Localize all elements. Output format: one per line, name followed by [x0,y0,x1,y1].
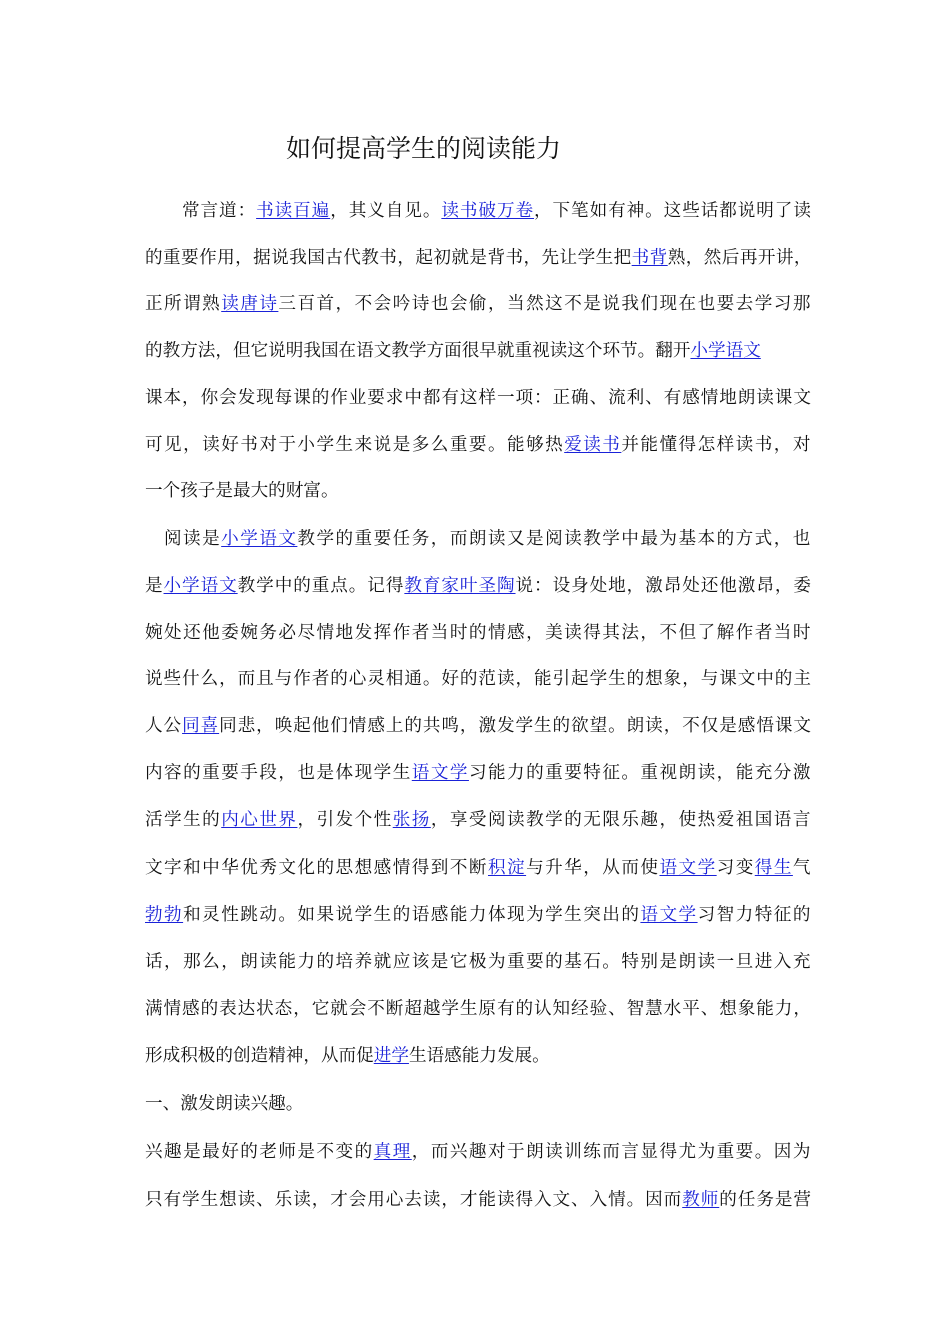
text-run: ，下笔如有神。这些话都说明了读 [534,201,812,221]
text-line [145,1043,550,1069]
text-line [145,1139,812,1165]
text-line [145,478,339,504]
text-run: 是 [145,576,164,596]
text-run: 阅读是 [164,529,222,549]
text-run: 三百首，不会吟诗也会偷，当然这不是说我们现在也要去学习那 [278,294,812,314]
text-line [145,855,812,881]
text-run: 正所谓熟 [145,294,222,314]
text-line [145,807,812,833]
hyperlink[interactable]: 勃勃 [145,905,184,925]
text-run: 形成积极的创造精神，从而促 [145,1046,374,1066]
hyperlink[interactable]: 语文学 [411,763,469,783]
text-line [145,713,812,739]
hyperlink[interactable]: 教育家叶圣陶 [404,576,516,596]
text-line [182,198,812,224]
text-line [145,573,812,599]
text-run: 只有学生想读、乐读，才会用心去读，才能读得入文、入情。因而 [145,1190,683,1210]
hyperlink[interactable]: 语文学 [659,858,717,878]
hyperlink[interactable]: 张扬 [392,810,431,830]
text-run: 气 [792,858,812,878]
text-line [145,432,812,458]
text-run: 习变 [716,858,755,878]
hyperlink[interactable]: 教师 [682,1190,720,1210]
text-run: 同悲，唤起他们情感上的共鸣，激发学生的欲望。朗读，不仅是感悟课文 [219,716,812,736]
text-run: 常言道： [182,201,257,221]
hyperlink[interactable]: 语文学 [640,905,698,925]
text-run: 课本，你会发现每课的作业要求中都有这样一项：正确、流利、有感情地朗读课文 [145,388,812,408]
text-run: ，引发个性 [297,810,393,830]
text-run: 一个孩子是最大的财富。 [145,481,339,501]
text-run: 人公 [145,716,183,736]
text-line [145,291,812,317]
text-run: 生语感能力发展。 [408,1046,550,1066]
text-line [145,1091,303,1117]
text-run: 可见，读好书对于小学生来说是多么重要。能够热 [145,435,565,455]
text-run: 教学中的重点。记得 [237,576,405,596]
text-line [145,902,812,928]
hyperlink[interactable]: 小学语文 [690,341,761,361]
text-run: 满情感的表达状态，它就会不断超越学生原有的认知经验、智慧水平、想象能力， [145,999,812,1019]
text-run: 一、激发朗读兴趣。 [145,1094,304,1114]
text-run: 话，那么，朗读能力的培养就应该是它极为重要的基石。特别是朗读一旦进入充 [145,952,812,972]
text-line [145,620,812,646]
text-run: 与升华，从而使 [526,858,660,878]
hyperlink[interactable]: 书读百遍 [256,201,331,221]
text-run: 文字和中华优秀文化的思想感情得到不断 [145,858,488,878]
hyperlink[interactable]: 小学语文 [163,576,238,596]
text-run: 的教方法，但它说明我国在语文教学方面很早就重视读这个环节。翻开 [145,341,691,361]
text-run: 习能力的重要特征。重视朗读，能充分激 [468,763,812,783]
text-run: ，享受阅读教学的无限乐趣，使热爱祖国语言 [430,810,812,830]
text-run: ，而兴趣对于朗读训练而言显得尤为重要。因为 [411,1142,812,1162]
text-run: 说：设身处地，激昂处还他激昂，委 [515,576,812,596]
text-run: 和灵性跳动。如果说学生的语感能力体现为学生突出的 [183,905,641,925]
hyperlink[interactable]: 真理 [373,1142,412,1162]
text-run: 并能懂得怎样读书，对 [621,435,812,455]
text-run: 习智力特征的 [697,905,812,925]
hyperlink[interactable]: 内心世界 [221,810,298,830]
hyperlink[interactable]: 同喜 [182,716,220,736]
text-run: 兴趣是最好的老师是不变的 [145,1142,374,1162]
text-run: 说些什么，而且与作者的心灵相通。好的范读，能引起学生的想象，与课文中的主 [145,669,812,689]
hyperlink[interactable]: 小学语文 [221,529,298,549]
text-run: ，其义自见。 [330,201,442,221]
text-run: 内容的重要手段，也是体现学生 [145,763,412,783]
text-line [145,245,812,271]
document-title: 如何提高学生的阅读能力 [286,134,562,163]
hyperlink[interactable]: 读唐诗 [221,294,279,314]
text-line [145,385,812,411]
text-run: 活学生的 [145,810,222,830]
text-run: 婉处还他委婉务必尽情地发挥作者当时的情感，美读得其法，不但了解作者当时 [145,623,812,643]
text-line [164,526,812,552]
hyperlink[interactable]: 积淀 [487,858,527,878]
text-line [145,760,812,786]
hyperlink[interactable]: 进学 [373,1046,409,1066]
text-line [145,1187,812,1213]
text-run: 熟，然后再开讲， [667,248,812,268]
text-run: 的任务是营 [719,1190,812,1210]
hyperlink[interactable]: 爱读书 [564,435,622,455]
text-run: 的重要作用，据说我国古代教书，起初就是背书，先让学生把 [145,248,632,268]
text-line [145,949,812,975]
hyperlink[interactable]: 得生 [754,858,793,878]
hyperlink[interactable]: 书背 [631,248,668,268]
text-line [145,666,812,692]
text-run: 教学的重要任务，而朗读又是阅读教学中最为基本的方式，也 [297,529,812,549]
text-line [145,996,812,1022]
text-line [145,338,761,364]
hyperlink[interactable]: 读书破万卷 [441,201,534,221]
